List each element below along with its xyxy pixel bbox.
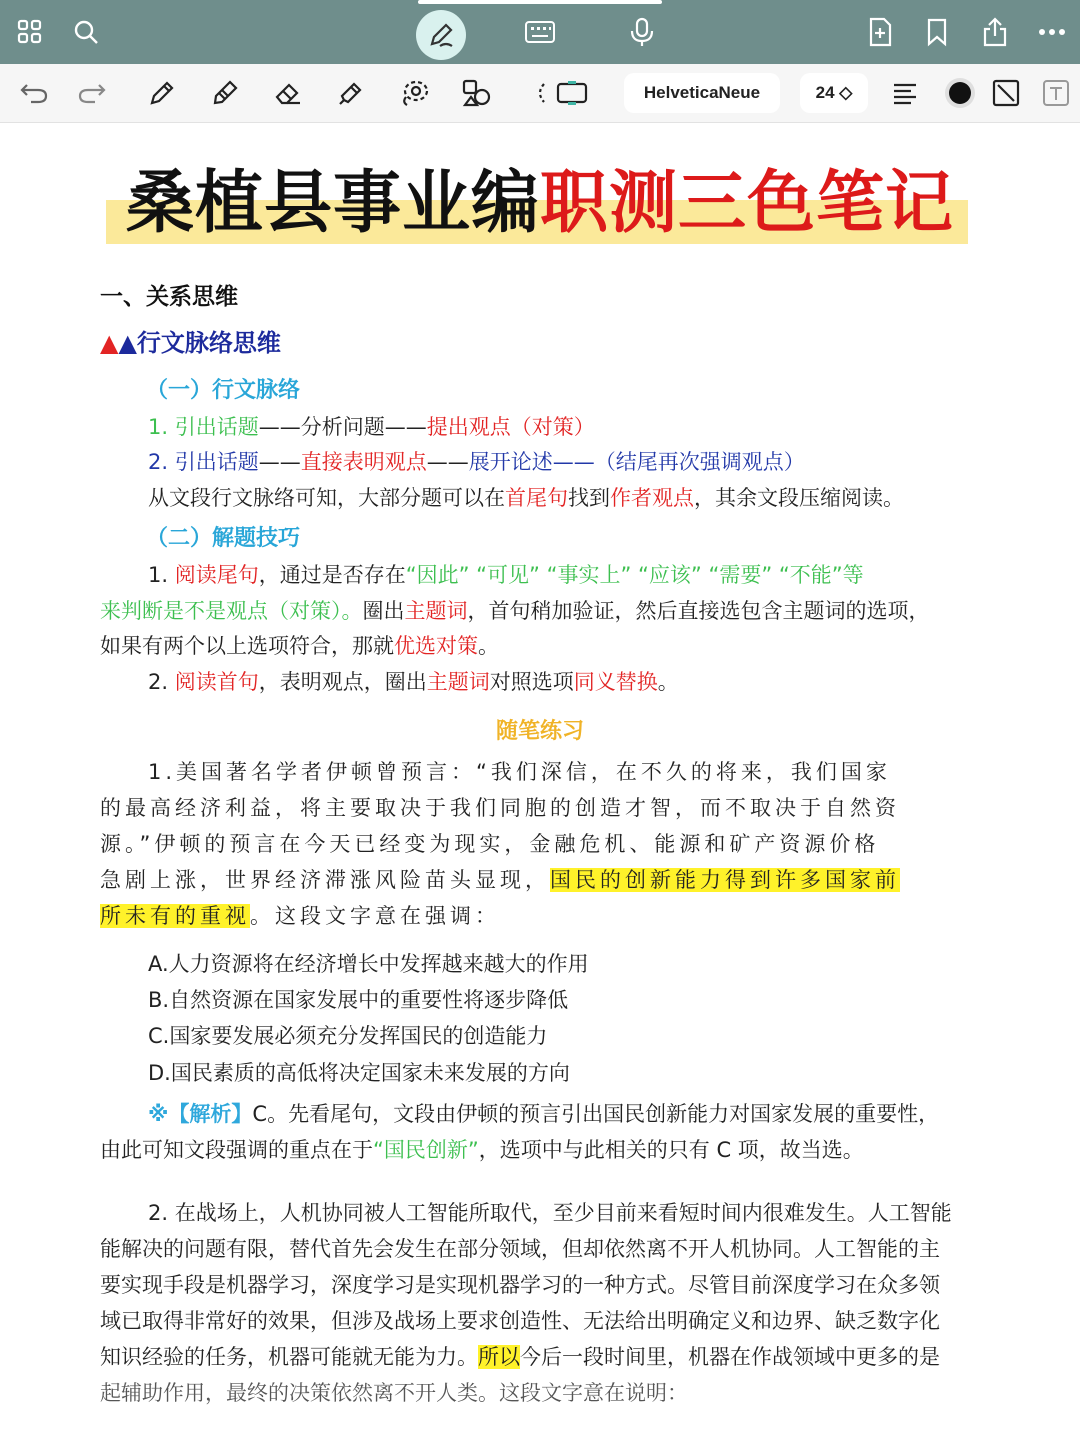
tip1-num: 1. — [148, 563, 175, 587]
tip2-line — [148, 667, 679, 697]
more-icon[interactable] — [1032, 12, 1072, 52]
section-heading: 一、关系思维 — [100, 284, 238, 310]
subsection-heading: ▲▲行文脉络思维 — [100, 329, 281, 357]
flow2-topic: 2. 引出话题 — [148, 450, 259, 474]
tip2-end: 。 — [657, 670, 679, 694]
eraser-tool-icon[interactable] — [268, 73, 308, 113]
q2-line5 — [100, 1342, 940, 1372]
q1-line4-highlight: 国民的创新能力得到许多国家前 — [550, 868, 900, 892]
color-picker-black[interactable] — [940, 73, 980, 113]
tip1-read-end: 阅读尾句 — [174, 563, 259, 587]
top-app-bar — [0, 0, 1080, 64]
highlighter-tool-icon[interactable] — [331, 73, 371, 113]
analysis-text-d: ，选项中与此相关的只有 C 项，故当选。 — [478, 1138, 864, 1162]
pencil-tool-icon[interactable] — [205, 73, 245, 113]
share-icon[interactable] — [975, 12, 1015, 52]
analysis-line1 — [148, 1099, 939, 1129]
drawing-toolbar — [0, 64, 1080, 123]
search-icon[interactable] — [66, 12, 106, 52]
drag-handle[interactable] — [418, 0, 662, 4]
flow1-view: 提出观点（对策） — [426, 415, 595, 439]
tip2-theme-word: 主题词 — [426, 670, 490, 694]
q2-line6-cut — [100, 1378, 980, 1405]
q1-line1: 1.美国著名学者伊顿曾预言：“我们深信，在不久的将来，我们国家 — [148, 760, 891, 784]
tip1-line1 — [148, 560, 864, 590]
title-black-part: 桑植县事业编 — [125, 163, 540, 243]
tip1-circle: 圈出 — [362, 599, 405, 623]
flow-note-e: ，其余文段压缩阅读。 — [694, 486, 904, 510]
q2-line5-c: 今后一段时间里，机器在作战领域中更多的是 — [520, 1345, 940, 1369]
font-size-selector[interactable]: 24 ◇ — [800, 73, 868, 113]
analysis-tag: ※【解析】 — [148, 1102, 253, 1126]
tip1-theme-word: 主题词 — [404, 599, 468, 623]
tip1-end: 。 — [478, 634, 499, 658]
font-family-selector[interactable]: HelveticaNeue — [624, 73, 780, 113]
analysis-line2 — [100, 1135, 864, 1165]
redo-icon[interactable] — [72, 73, 112, 113]
flow-note — [148, 483, 904, 513]
undo-icon[interactable] — [14, 73, 54, 113]
flow2-dash2: —— — [426, 450, 469, 474]
q2-line2: 能解决的问题有限，替代首先会发生在部分领域，但却依然离不开人机协同。人工智能的主 — [100, 1237, 940, 1261]
flow1-analysis: ——分析问题—— — [258, 415, 427, 439]
text-tool-icon[interactable] — [1036, 73, 1076, 113]
q2-line5-a: 知识经验的任务，机器可能就无能为力。 — [100, 1345, 478, 1369]
subsection-heading-text: ▲行文脉络思维 — [118, 329, 281, 357]
q1-line4-plain: 急剧上涨，世界经济滞涨风险苗头显现， — [100, 868, 550, 892]
flow2-argue: 展开论述——（结尾再次强调观点） — [468, 450, 805, 474]
pen-write-icon — [426, 20, 456, 50]
q1-line3: 源。”伊顿的预言在今天已经变为现实，金融危机、能源和矿产资源价格 — [100, 832, 880, 856]
flow1-topic: 1. 引出话题 — [148, 415, 259, 439]
analysis-text-a: C。先看尾句，文段由伊顿的预言引出国民创新能力对国家发展的重要性， — [252, 1102, 940, 1126]
q2-line6: 起辅助作用，最终的决策依然离不开人类。这段文字意在说明： — [100, 1381, 688, 1405]
tip1-judge: 来判断是不是观点（对策）。 — [100, 599, 363, 623]
bookmark-icon[interactable] — [917, 12, 957, 52]
flow-note-d: 作者观点 — [610, 486, 694, 510]
tip1-prefer: 优选对策 — [394, 634, 478, 658]
microphone-icon[interactable] — [622, 12, 662, 52]
pen-tool-icon[interactable] — [142, 73, 182, 113]
q1-line2: 的最高经济利益，将主要取决于我们同胞的创造才智，而不取决于自然资 — [100, 796, 900, 820]
grid-view-icon[interactable] — [10, 12, 50, 52]
practice-title: 随笔练习 — [495, 719, 584, 744]
paragraph-align-icon[interactable] — [885, 73, 925, 113]
option-c: C.国家要发展必须充分发挥国民的创造能力 — [148, 1024, 548, 1048]
flow-note-b: 首尾句 — [505, 486, 568, 510]
tip1-verify: ，首句稍加验证，然后直接选包含主题词的选项， — [467, 599, 930, 623]
option-a: A.人力资源将在经济增长中发挥越来越大的作用 — [148, 952, 589, 976]
pen-mode-button[interactable] — [416, 10, 466, 60]
tip2-synonym: 同义替换 — [573, 670, 658, 694]
q1-line5 — [100, 901, 500, 931]
part2-title: （二）解题技巧 — [146, 526, 301, 551]
text-box-tool-icon[interactable] — [552, 73, 592, 113]
lasso-tool-icon[interactable] — [394, 73, 434, 113]
tip2-num: 2. — [148, 670, 175, 694]
flow-line-2 — [148, 447, 805, 477]
q2-line1: 2. 在战场上，人机协同被人工智能所取代，至少目前来看短时间内很难发生。人工智能 — [148, 1201, 952, 1225]
q1-line5-plain: 。这段文字意在强调： — [250, 904, 500, 928]
page-title — [0, 160, 1080, 246]
flow-note-c: 找到 — [568, 486, 610, 510]
q2-line3: 要实现手段是机器学习，深度学习是实现机器学习的一种方式。尽管目前深度学习在众多领 — [100, 1273, 940, 1297]
shapes-tool-icon[interactable] — [457, 73, 497, 113]
analysis-keyword: “国民创新” — [373, 1138, 479, 1162]
flow-note-a: 从文段行文脉络可知，大部分题可以在 — [148, 486, 505, 510]
keyboard-icon[interactable] — [520, 12, 560, 52]
tip2-read-first: 阅读首句 — [174, 670, 259, 694]
title-red-part: 职测三色笔记 — [540, 163, 955, 243]
option-d: D.国民素质的高低将决定国家未来发展的方向 — [148, 1061, 570, 1085]
tip2-state: ，表明观点，圈出 — [258, 670, 427, 694]
tip2-compare: 对照选项 — [489, 670, 574, 694]
part1-title: （一）行文脉络 — [146, 378, 301, 403]
tip1-line2 — [100, 596, 930, 626]
tip1-keywords: “因此” “可见” “事实上” “应该” “需要” “不能”等 — [405, 563, 864, 587]
q2-line4: 域已取得非常好的效果，但涉及战场上要求创造性、无法给出明确定义和边界、缺乏数字化 — [100, 1309, 940, 1333]
tip1-multi: 如果有两个以上选项符合，那就 — [100, 634, 394, 658]
option-b: B.自然资源在国家发展中的重要性将逐步降低 — [148, 988, 569, 1012]
flow-line-1 — [148, 412, 595, 442]
analysis-text-b: 由此可知文段强调的重点在于 — [100, 1138, 373, 1162]
flow2-view: 直接表明观点 — [300, 450, 427, 474]
tip1-check: ，通过是否存在 — [258, 563, 406, 587]
q1-line4 — [100, 865, 900, 895]
stroke-style-icon[interactable] — [986, 73, 1026, 113]
tip1-line3 — [100, 631, 499, 661]
q2-line5-highlight: 所以 — [478, 1345, 520, 1369]
q1-line5-highlight: 所未有的重视 — [100, 904, 250, 928]
flow2-dash1: —— — [258, 450, 301, 474]
add-page-icon[interactable] — [860, 12, 900, 52]
